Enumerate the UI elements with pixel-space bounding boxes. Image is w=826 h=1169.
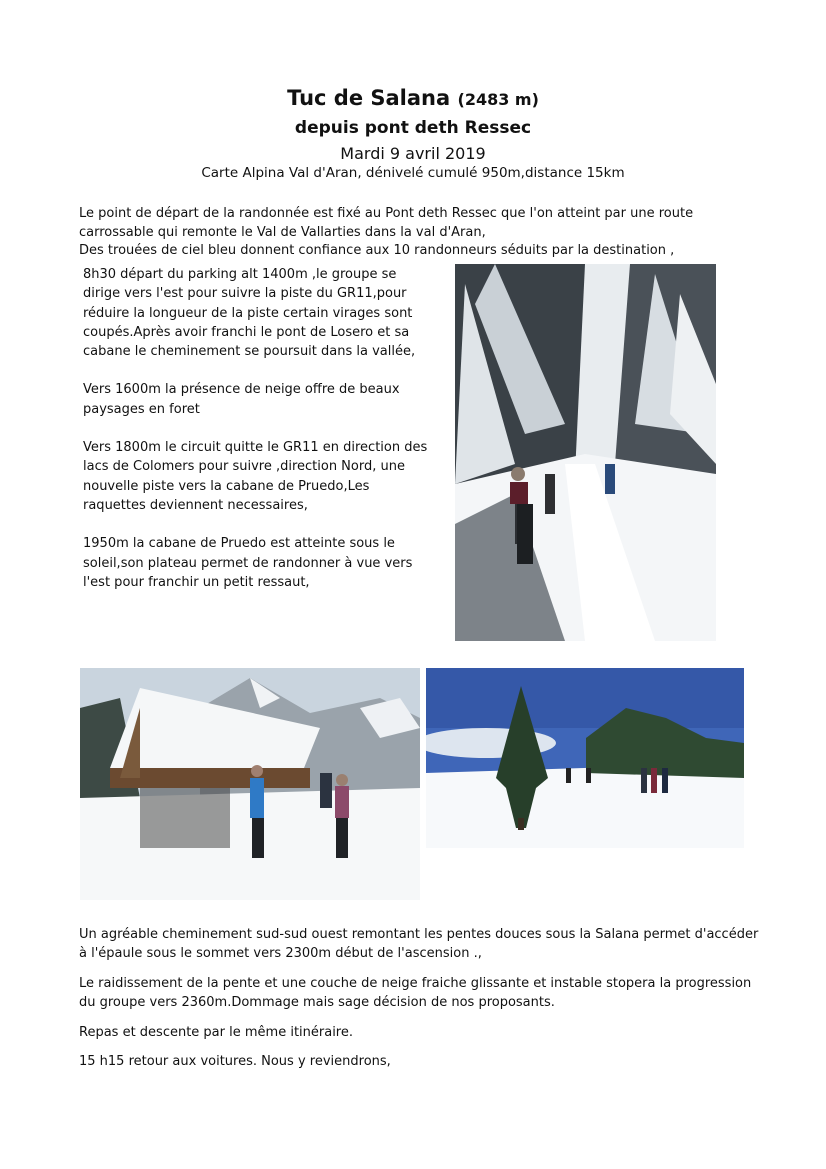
photo-snowy-plateau [426,668,744,848]
bottom-paragraph: 15 h15 retour aux voitures. Nous y reviendrons, [79,1053,391,1069]
intro-paragraph: Le point de départ de la randonnée est fixé au Pont deth Ressec que l'on atteint par une route carrossable qui remonte le Val de Vallarties dans la val d'Aran, [79,206,694,240]
page-subtitle [0,118,826,138]
column-paragraph: 1950m la cabane de Pruedo est atteinte sous le soleil,son plateau permet de randonner à vue vers l'est pour franchir un petit ressaut, [83,536,413,590]
photo-cabin-hikers [80,668,420,900]
title-altitude: (2483 m) [457,90,539,109]
title-text: Tuc de Salana [287,86,451,110]
column-paragraph: 8h30 départ du parking alt 1400m ,le groupe se dirige vers l'est pour suivre la piste du GR11,pour réduire la longueur de la piste certain virages sont coupés.Après avoir franchi le pont de Losero et sa cabane le cheminement se poursuit dans la vallée, [83,267,416,360]
page-title [0,86,826,110]
intro-text [79,205,719,261]
column-paragraph: Vers 1600m la présence de neige offre de beaux paysages en foret [83,382,400,417]
map-info: Carte Alpina Val d'Aran, dénivelé cumulé 950m,distance 15km [201,165,625,181]
bottom-text [79,926,759,1081]
bottom-paragraph: Le raidissement de la pente et une couche de neige fraiche glissante et instable stopera la progression du groupe vers 2360m.Dommage mais sage décision de nos proposants. [79,976,752,1010]
bottom-paragraph: Repas et descente par le même itinéraire. [79,1025,353,1040]
hike-date: Mardi 9 avril 2019 [340,144,486,163]
left-column-text [83,265,428,611]
column-paragraph: Vers 1800m le circuit quitte le GR11 en direction des lacs de Colomers pour suivre ,direction Nord, une nouvelle piste vers la cabane de Pruedo,Les raquettes deviennent necessaires, [83,440,428,513]
photo-snowy-forest-trail [455,264,716,641]
subtitle-text: depuis pont deth Ressec [294,118,532,138]
bottom-paragraph: Un agréable cheminement sud-sud ouest remontant les pentes douces sous la Salana permet d'accéder à l'épaule sous le sommet vers 2300m début de l'ascension ., [79,927,759,961]
intro-paragraph: Des trouées de ciel bleu donnent confiance aux 10 randonneurs séduits par la destination , [79,243,675,258]
